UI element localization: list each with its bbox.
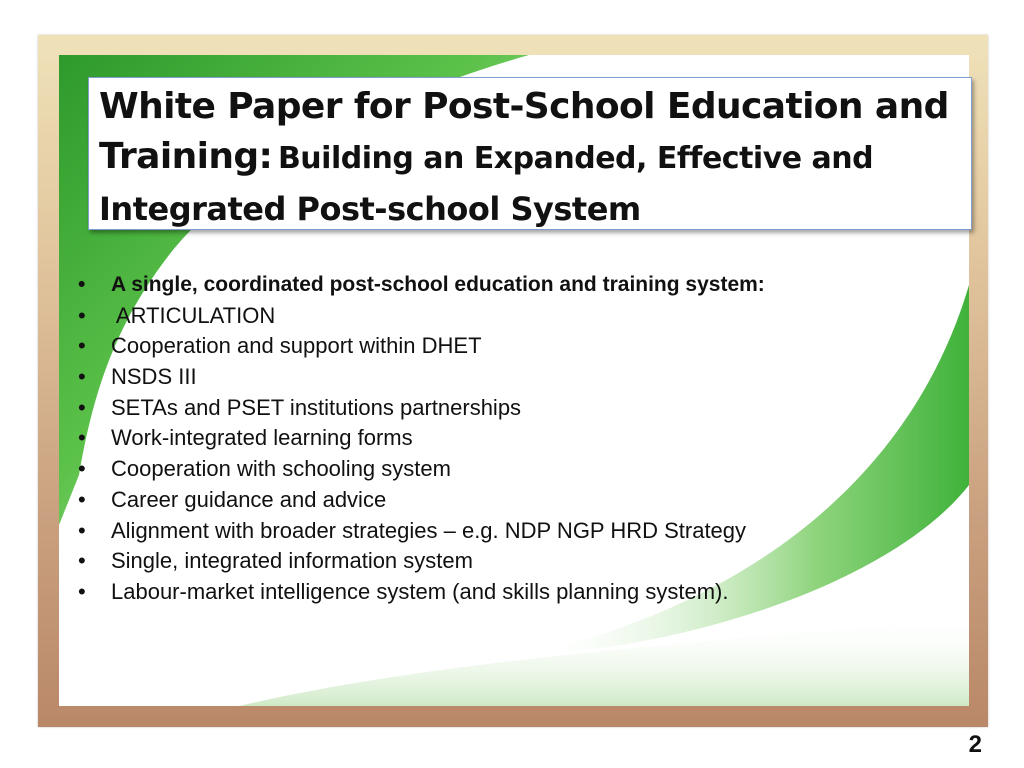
bullet-icon: • [78, 578, 86, 604]
bullet-item [78, 270, 765, 301]
bullet-text: Career guidance and advice [111, 486, 387, 512]
bullet-text: Cooperation and support within DHET [111, 333, 482, 359]
bottom-swoosh [239, 615, 969, 706]
title-line-1: White Paper for Post-School Education and [99, 86, 949, 127]
bullet-icon: • [78, 456, 86, 482]
bullet-icon: • [78, 302, 86, 328]
bullet-item [78, 423, 765, 454]
bullet-item [78, 301, 765, 332]
bullet-icon: • [78, 394, 86, 420]
bullet-text: Alignment with broader strategies – e.g. NDP NGP HRD Strategy [111, 517, 747, 543]
bullet-text: SETAs and PSET institutions partnerships [111, 394, 522, 420]
bullet-icon: • [78, 486, 86, 512]
bullet-item [78, 577, 765, 608]
bullet-icon: • [78, 273, 86, 296]
bullet-icon: • [78, 333, 86, 359]
bullet-text: Single, integrated information system [111, 548, 473, 574]
bullet-text: A single, coordinated post-school education and training system: [111, 273, 765, 296]
title-lead: Training: [99, 136, 273, 177]
bullet-item [78, 454, 765, 485]
bullet-item [78, 393, 765, 424]
title-line-2 [99, 132, 961, 184]
bullet-icon: • [78, 425, 86, 451]
bullet-item [78, 362, 765, 393]
bullet-icon: • [78, 548, 86, 574]
title-subtitle-1: Building an Expanded, Effective and [277, 141, 874, 176]
bullet-text: ARTICULATION [111, 302, 276, 328]
bullet-text: Cooperation with schooling system [111, 456, 451, 482]
bullet-text: NSDS III [111, 364, 197, 390]
bullet-text: Work-integrated learning forms [111, 425, 413, 451]
bullet-icon: • [78, 517, 86, 543]
bullet-item [78, 546, 765, 577]
page-number: 2 [968, 731, 982, 758]
bullet-item [78, 485, 765, 516]
bullet-item [78, 516, 765, 547]
title-subtitle-2: Integrated Post-school System [99, 190, 641, 228]
bullet-text: Labour-market intelligence system (and skills planning system). [111, 578, 729, 604]
bullet-list [78, 270, 765, 608]
bullet-item [78, 331, 765, 362]
title-box [88, 77, 972, 230]
bullet-icon: • [78, 364, 86, 390]
